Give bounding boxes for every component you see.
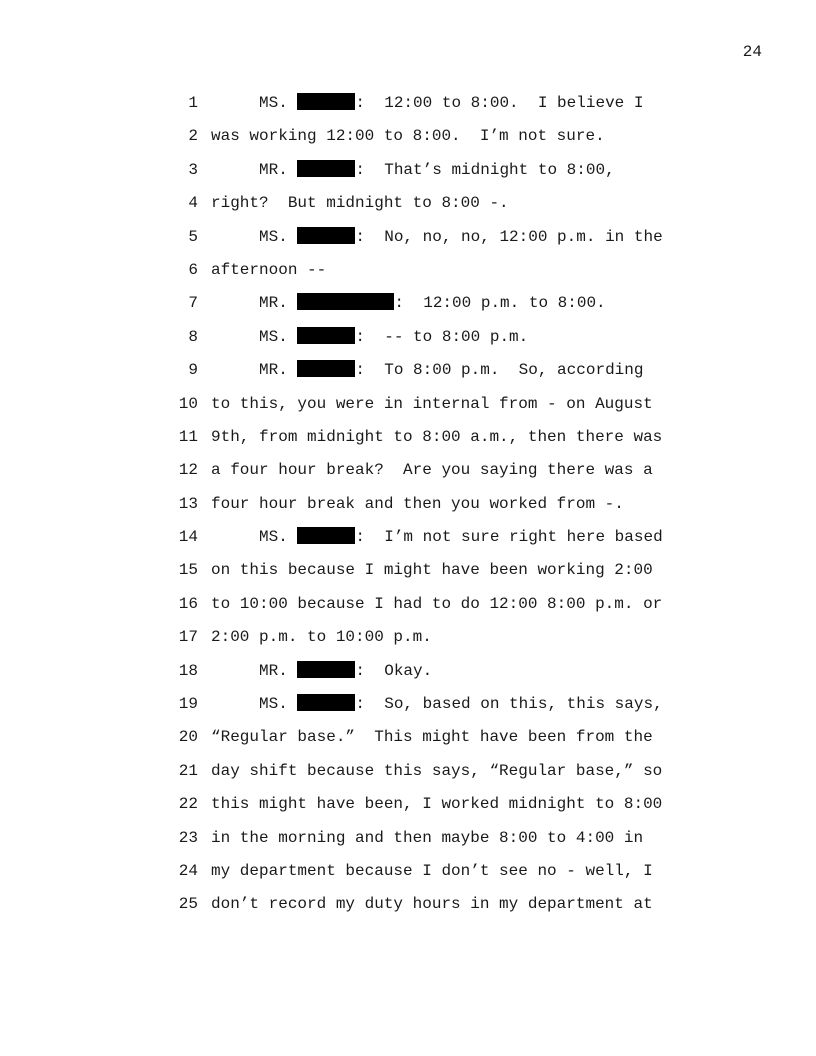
line-text-segment: : 12:00 to 8:00. I believe I [355,94,644,112]
line-number: 5 [188,227,198,246]
transcript-line [0,761,816,794]
line-text-segment: MS. [211,94,298,112]
line-text [211,360,643,380]
transcript-line [0,327,816,360]
line-text-segment: MR. [211,160,298,179]
transcript-line [0,894,816,927]
line-number: 13 [178,494,198,513]
line-text [211,828,643,848]
transcript-line [0,727,816,760]
line-text-segment: afternoon -- [211,260,327,279]
line-text [211,227,663,247]
transcript-line [0,494,816,527]
transcript-line [0,627,816,660]
line-number: 22 [178,795,198,814]
transcript-line [0,260,816,293]
line-text-segment: in the morning and then maybe 8:00 to 4:00 in [211,828,644,847]
line-number: 8 [188,327,198,346]
line-text-segment: : That’s midnight to 8:00, [355,160,615,179]
line-text [211,327,528,347]
line-number: 7 [188,294,198,313]
line-text-segment: : 12:00 p.m. to 8:00. [394,294,606,313]
line-text-segment: to 10:00 because I had to do 12:00 8:00 p.m. or [211,594,663,613]
line-text [211,794,662,814]
line-text-segment: “Regular base.” This might have been from the [211,728,653,747]
line-text [211,861,653,881]
line-number: 20 [178,728,198,747]
line-text [211,427,662,447]
line-text [211,394,653,414]
line-text [211,527,663,547]
line-text [211,560,653,580]
transcript-line [0,93,816,126]
transcript-line [0,560,816,593]
transcript-line [0,527,816,560]
transcript-line [0,394,816,427]
transcript-line [0,861,816,894]
transcript-line [0,360,816,393]
line-number: 21 [178,761,198,780]
line-number: 19 [178,695,198,714]
line-text-segment: was working 12:00 to 8:00. I’m not sure. [211,127,605,146]
transcript-line [0,227,816,260]
line-text-segment: to this, you were in internal from - on August [211,394,653,413]
line-text-segment: MS. [211,695,298,714]
line-number: 2 [188,127,198,146]
line-text-segment: : So, based on this, this says, [355,695,663,714]
page-number: 24 [742,43,762,61]
line-number: 14 [178,528,198,547]
transcript-line [0,661,816,694]
line-text [211,126,605,146]
line-number: 24 [178,861,198,880]
speaker-name-redaction [297,227,355,244]
line-text [211,260,326,280]
line-text [211,93,643,113]
line-text-segment: 9th, from midnight to 8:00 a.m., then there was [211,427,663,446]
line-text-segment: MS. [211,528,298,547]
line-text [211,727,653,747]
line-number: 10 [178,394,198,413]
transcript-line [0,160,816,193]
line-text [211,460,653,480]
line-number: 23 [178,828,198,847]
line-text [211,761,662,781]
line-text-segment: : -- to 8:00 p.m. [355,327,529,346]
speaker-name-redaction [297,694,355,711]
speaker-name-redaction [297,160,355,177]
transcript-line [0,460,816,493]
speaker-name-redaction [297,661,355,678]
line-number: 1 [188,94,198,112]
line-text [211,661,432,681]
line-text [211,894,653,914]
line-text [211,694,663,714]
line-number: 3 [188,160,198,179]
line-text-segment: this might have been, I worked midnight to 8:00 [211,795,663,814]
line-text-segment: four hour break and then you worked from -. [211,494,624,513]
line-text-segment: : No, no, no, 12:00 p.m. in the [355,227,663,246]
transcript-line [0,594,816,627]
line-text-segment: on this because I might have been working 2:00 [211,561,653,580]
line-text [211,627,432,647]
line-number: 6 [188,260,198,279]
line-text-segment: : To 8:00 p.m. So, according [355,361,644,380]
line-number: 4 [188,194,198,213]
line-text-segment: MS. [211,227,298,246]
transcript-line [0,126,816,159]
line-number: 9 [188,361,198,380]
speaker-name-redaction [297,527,355,544]
line-number: 16 [178,594,198,613]
line-text-segment: right? But midnight to 8:00 -. [211,194,509,213]
line-text-segment: : I’m not sure right here based [355,528,663,547]
line-number: 12 [178,461,198,480]
transcript-line [0,293,816,326]
transcript-line [0,427,816,460]
line-number: 18 [178,661,198,680]
transcript-line [0,694,816,727]
line-number: 11 [178,427,198,446]
line-number: 17 [178,628,198,647]
transcript-line [0,193,816,226]
line-text-segment: MR. [211,661,298,680]
line-text-segment: my department because I don’t see no - well, I [211,861,653,880]
line-text-segment: : Okay. [355,661,433,680]
transcript-line [0,794,816,827]
line-text [211,293,606,313]
line-text-segment: MR. [211,361,298,380]
speaker-name-redaction [297,293,394,310]
transcript-line [0,828,816,861]
speaker-name-redaction [297,327,355,344]
line-text [211,494,624,514]
line-text-segment: a four hour break? Are you saying there was a [211,461,653,480]
transcript-body [0,93,816,928]
speaker-name-redaction [297,93,355,110]
line-text [211,594,662,614]
speaker-name-redaction [297,360,355,377]
line-number: 15 [178,561,198,580]
line-text-segment: don’t record my duty hours in my department at [211,895,653,914]
line-text-segment: MR. [211,294,298,313]
line-text-segment: MS. [211,327,298,346]
line-text-segment: 2:00 p.m. to 10:00 p.m. [211,628,432,647]
line-text [211,193,509,213]
line-number: 25 [178,895,198,914]
line-text-segment: day shift because this says, “Regular base,” so [211,761,663,780]
line-text [211,160,615,180]
